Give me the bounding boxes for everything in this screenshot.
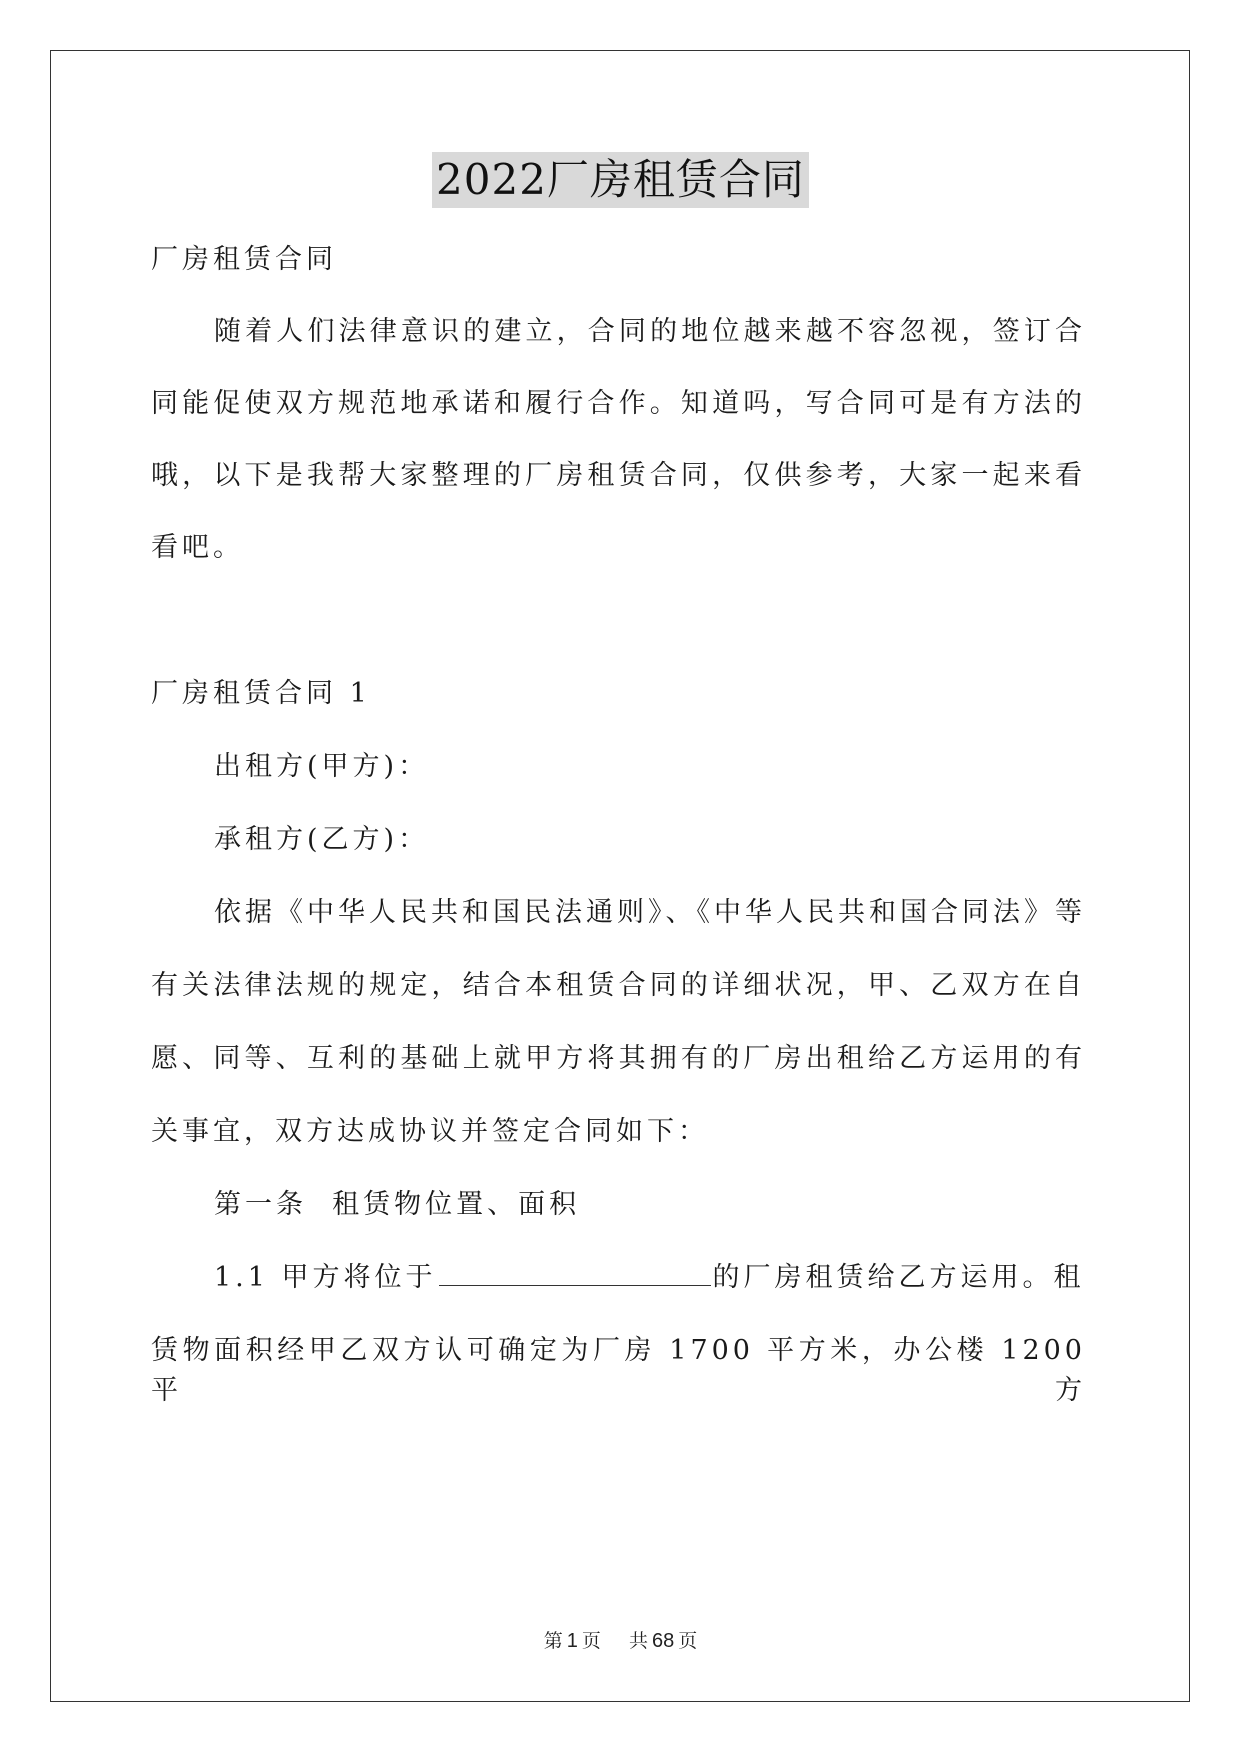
lessee-line: 承租方(乙方)： <box>214 824 430 855</box>
clause-prefix: 1.1 甲方将位于 <box>214 1262 437 1293</box>
footer-total-prefix: 共 <box>629 1630 649 1652</box>
lessor-line: 出租方(甲方)： <box>214 751 430 782</box>
article-heading: 第一条 租赁物位置、面积 <box>214 1189 581 1220</box>
footer-total-suffix: 页 <box>678 1630 698 1652</box>
paragraph-line: 随着人们法律意识的建立，合同的地位越来越不容忽视，签订合 <box>214 316 1086 347</box>
blank-field <box>439 1259 711 1286</box>
footer-page-number: 1 <box>566 1630 578 1652</box>
document-title: 2022厂房租赁合同 <box>432 152 809 208</box>
clause-suffix: 的厂房租赁给乙方运用。租 <box>712 1262 1085 1293</box>
paragraph-line: 哦，以下是我帮大家整理的厂房租赁合同，仅供参考，大家一起来看 <box>151 460 1086 491</box>
paragraph-line: 同能促使双方规范地承诺和履行合作。知道吗，写合同可是有方法的 <box>151 388 1086 419</box>
title-container <box>0 152 1241 208</box>
footer-page-suffix: 页 <box>581 1630 601 1652</box>
clause-line: 赁物面积经甲乙双方认可确定为厂房 1700 平方米，办公楼 1200 平方 <box>151 1335 1086 1406</box>
paragraph-line: 看吧。 <box>151 532 244 563</box>
page-border <box>50 50 1190 1702</box>
page-footer <box>0 1626 1241 1653</box>
paragraph-line: 关事宜，双方达成协议并签定合同如下： <box>151 1116 709 1147</box>
paragraph-line: 有关法律法规的规定，结合本租赁合同的详细状况，甲、乙双方在自 <box>151 970 1086 1001</box>
section-heading: 厂房租赁合同 <box>151 244 337 275</box>
contract-heading: 厂房租赁合同 1 <box>151 678 371 709</box>
footer-total-pages: 68 <box>652 1630 675 1652</box>
paragraph-line: 愿、同等、互利的基础上就甲方将其拥有的厂房出租给乙方运用的有 <box>151 1043 1086 1074</box>
footer-page-prefix: 第 <box>543 1630 563 1652</box>
paragraph-line: 依据《中华人民共和国民法通则》、《中华人民共和国合同法》等 <box>214 897 1086 928</box>
clause-line <box>214 1258 1085 1298</box>
